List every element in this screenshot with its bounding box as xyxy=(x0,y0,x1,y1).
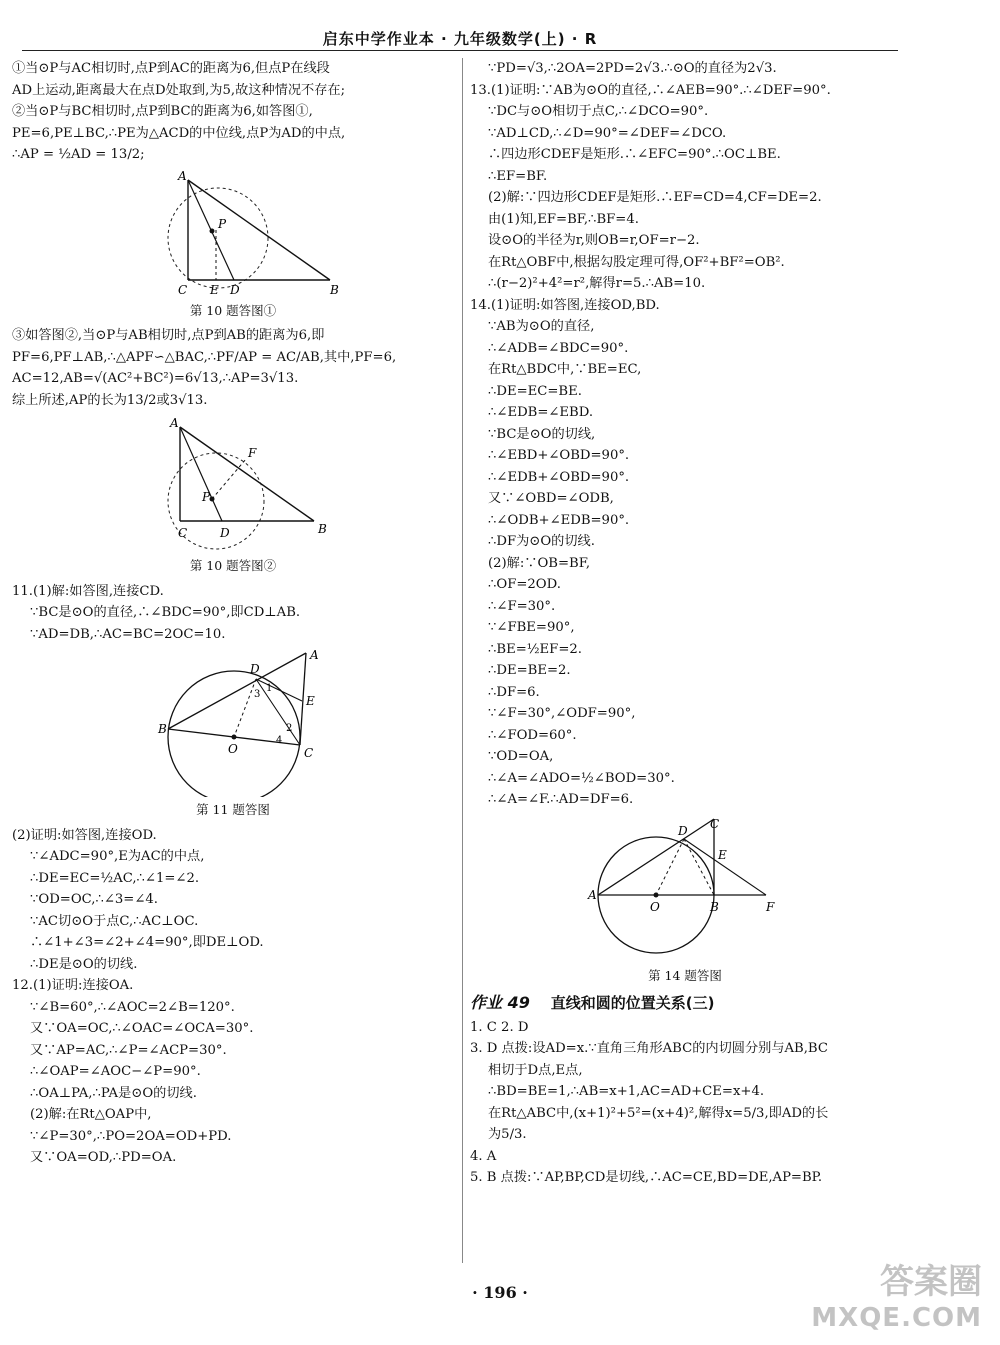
text-line: ∴∠F=30°. xyxy=(488,598,556,614)
section-title: 直线和圆的位置关系(三) xyxy=(550,994,715,1012)
text-line: ∴∠FOD=60°. xyxy=(488,727,577,743)
label-A: A xyxy=(588,887,597,902)
label-B: B xyxy=(330,282,339,297)
text-line: ∴∠EDB=∠EBD. xyxy=(488,405,594,420)
text-line: ∴DE=EC=½AC,∴∠1=∠2. xyxy=(30,870,200,886)
text-line: 13.(1)证明:∵AB为⊙O的直径,∴∠AEB=90°.∴∠DEF=90°. xyxy=(470,82,831,98)
page-number: · 196 · xyxy=(472,1283,528,1302)
q10-part1 xyxy=(12,58,454,166)
text-line: 4. A xyxy=(470,1148,497,1164)
page-header xyxy=(22,28,898,51)
text-line: ∴BD=BE=1,∴AB=x+1,AC=AD+CE=x+4. xyxy=(488,1084,765,1099)
text-line: ∴OF=2OD. xyxy=(488,577,561,592)
text-line: ∴OA⊥PA,∴PA是⊙O的切线. xyxy=(30,1085,197,1101)
q12-q14-text xyxy=(470,58,900,811)
text-line: ∴BE=½EF=2. xyxy=(488,641,582,657)
text-line: (2)证明:如答图,连接OD. xyxy=(12,827,157,843)
text-line: ∵∠FBE=90°, xyxy=(488,620,575,635)
label-C: C xyxy=(178,282,188,297)
text-line: 3. D 点拨:设AD=x.∵直角三角形ABC的内切圆分别与AB,BC xyxy=(470,1041,828,1056)
figure-11-svg xyxy=(12,647,452,797)
text-line: 为5/3. xyxy=(488,1127,527,1142)
text-line: ∴∠EDB+∠OBD=90°. xyxy=(488,469,630,485)
label-E: E xyxy=(306,694,315,708)
label-E: E xyxy=(210,282,219,297)
text-line: ∴∠1+∠3=∠2+∠4=90°,即DE⊥OD. xyxy=(30,935,264,950)
text-line: ∵PD=√3,∴2OA=2PD=2√3.∴⊙O的直径为2√3. xyxy=(488,61,777,76)
segment-od xyxy=(234,679,256,737)
label-B: B xyxy=(158,722,167,736)
text-line: AC=12,AB=√(AC²+BC²)=6√13,∴AP=3√13. xyxy=(12,371,299,386)
text-line: 设⊙O的半径为r,则OB=r,OF=r−2. xyxy=(488,233,700,248)
figure-10-2 xyxy=(12,413,454,553)
text-line: ∴∠EBD+∠OBD=90°. xyxy=(488,448,630,463)
text-line: PF=6,PF⊥AB,∴△APF∽△BAC,∴PF/AP = AC/AB,其中,PF=6, xyxy=(12,349,397,365)
figure-caption: 第 14 题答图 xyxy=(648,967,722,983)
label-F: F xyxy=(766,899,775,914)
text-line: ∴DF=6. xyxy=(488,684,540,700)
text-line: ∴∠A=∠ADO=½∠BOD=30°. xyxy=(488,770,675,786)
text-line: ∴∠ODB+∠EDB=90°. xyxy=(488,512,630,528)
text-line: 又∵OA=OC,∴∠OAC=∠OCA=30°. xyxy=(30,1021,254,1036)
text-line: ∵DC与⊙O相切于点C,∴∠DCO=90°. xyxy=(488,104,709,119)
text-line: AD上运动,距离最大在点D处取到,为5,故这种情况不存在; xyxy=(12,82,346,98)
segment-ab xyxy=(188,180,330,280)
figure-caption: 第 10 题答图① xyxy=(189,302,277,318)
text-line: ∴四边形CDEF是矩形.∴∠EFC=90°.∴OC⊥BE. xyxy=(488,147,781,162)
segment-pf xyxy=(212,459,246,499)
text-line: ∴AP = ½AD = 13/2; xyxy=(12,147,145,162)
text-line: 5. B 点拨:∵AP,BP,CD是切线,∴AC=CE,BD=DE,AP=BP. xyxy=(470,1170,823,1185)
text-line: ∵AD⊥CD,∴∠D=90°=∠DEF=∠DCO. xyxy=(488,125,727,141)
label-D: D xyxy=(220,526,230,540)
label-angle-4: 4 xyxy=(276,735,283,746)
text-line: ∵∠ADC=90°,E为AC的中点, xyxy=(30,849,205,864)
point-p xyxy=(210,497,215,502)
text-line: 11.(1)解:如答图,连接CD. xyxy=(12,583,164,599)
label-angle-2: 2 xyxy=(286,723,293,734)
watermark-url: MXQE.COM xyxy=(811,1303,982,1333)
point-p xyxy=(210,228,215,233)
figure-11 xyxy=(12,647,454,797)
text-line: ∴∠A=∠F.∴AD=DF=6. xyxy=(488,792,634,807)
figure-10-2-svg xyxy=(12,413,452,553)
text-line: (2)解:∵四边形CDEF是矩形.∴EF=CD=4,CF=DE=2. xyxy=(488,190,822,205)
label-B: B xyxy=(318,522,327,536)
point-o xyxy=(232,735,237,740)
text-line: ∴(r−2)²+4²=r²,解得r=5.∴AB=10. xyxy=(488,276,706,291)
circle-p xyxy=(168,188,268,288)
label-A: A xyxy=(310,648,319,662)
text-line: ∴DF为⊙O的切线. xyxy=(488,534,595,549)
label-angle-3: 3 xyxy=(254,689,261,700)
text-line: 14.(1)证明:如答图,连接OD,BD. xyxy=(470,297,660,313)
text-line: 在Rt△OBF中,根据勾股定理可得,OF²+BF²=OB². xyxy=(488,254,785,270)
text-line: ∴DE=EC=BE. xyxy=(488,383,582,399)
text-line: ∴DE是⊙O的切线. xyxy=(30,956,138,972)
segment-ba xyxy=(168,653,306,729)
text-line: 又∵AP=AC,∴∠P=∠ACP=30°. xyxy=(30,1042,227,1058)
text-line: ∵∠F=30°,∠ODF=90°, xyxy=(488,706,636,721)
label-C: C xyxy=(710,816,720,831)
left-column xyxy=(12,58,454,1169)
text-line: (2)解:∵OB=BF, xyxy=(488,555,591,571)
watermark-logo-text: 答案圈 xyxy=(880,1262,982,1302)
text-line: 综上所述,AP的长为13/2或3√13. xyxy=(12,392,208,408)
text-line: 由(1)知,EF=BF,∴BF=4. xyxy=(488,211,639,227)
watermark xyxy=(811,1254,982,1333)
text-line: 在Rt△ABC中,(x+1)²+5²=(x+4)²,解得x=5/3,即AD的长 xyxy=(488,1105,829,1121)
figure-10-1 xyxy=(12,168,454,298)
text-line: ①当⊙P与AC相切时,点P到AC的距离为6,但点P在线段 xyxy=(12,61,330,76)
text-line: ∴∠OAP=∠AOC−∠P=90°. xyxy=(30,1064,201,1079)
text-line: 1. C 2. D xyxy=(470,1019,529,1035)
label-P: P xyxy=(218,216,227,231)
figure-14-svg xyxy=(470,813,900,963)
label-E: E xyxy=(718,847,727,862)
text-line: ②当⊙P与BC相切时,点P到BC的距离为6,如答图①, xyxy=(12,104,313,119)
section-heading xyxy=(470,992,900,1015)
label-B: B xyxy=(710,899,719,914)
text-line: ∴EF=BF. xyxy=(488,168,548,184)
figure-10-1-svg xyxy=(12,168,452,298)
text-line: ③如答图②,当⊙P与AB相切时,点P到AB的距离为6,即 xyxy=(12,328,325,343)
text-line: ∵AD=DB,∴AC=BC=2OC=10. xyxy=(30,626,226,642)
text-line: ∵BC是⊙O的切线, xyxy=(488,426,596,442)
section-number: 作业 49 xyxy=(470,993,530,1012)
text-line: 12.(1)证明:连接OA. xyxy=(12,978,134,993)
text-line: ∵AB为⊙O的直径, xyxy=(488,319,595,334)
label-P: P xyxy=(202,490,211,504)
text-line: ∵BC是⊙O的直径,∴∠BDC=90°,即CD⊥AB. xyxy=(30,605,301,620)
label-D: D xyxy=(250,662,260,676)
text-line: 又∵∠OBD=∠ODB, xyxy=(488,491,614,506)
text-line: ∴DE=BE=2. xyxy=(488,663,571,678)
label-C: C xyxy=(304,746,314,760)
label-F: F xyxy=(248,446,257,460)
text-line: (2)解:在Rt△OAP中, xyxy=(30,1107,152,1122)
label-O: O xyxy=(228,742,238,756)
point-o xyxy=(654,892,659,897)
text-line: PE=6,PE⊥BC,∴PE为△ACD的中位线,点P为AD的中点, xyxy=(12,125,346,141)
text-line: ∵∠B=60°,∴∠AOC=2∠B=120°. xyxy=(30,999,235,1015)
text-line: 在Rt△BDC中,∵BE=EC, xyxy=(488,362,642,377)
segment-ab xyxy=(180,427,314,521)
label-A: A xyxy=(178,168,187,183)
figure-caption: 第 10 题答图② xyxy=(189,558,277,573)
text-line: ∵OD=OA, xyxy=(488,749,554,764)
text-line: 又∵OA=OD,∴PD=OA. xyxy=(30,1150,177,1165)
text-line: ∴∠ADB=∠BDC=90°. xyxy=(488,340,629,356)
header-title: 启东中学作业本 · 九年级数学(上) · R xyxy=(322,30,598,48)
q10-part2 xyxy=(12,325,454,411)
q11-q12 xyxy=(12,825,454,1169)
figure-14 xyxy=(470,813,900,963)
right-column xyxy=(470,58,900,1189)
circle-o xyxy=(168,671,300,797)
text-line: ∵AC切⊙O于点C,∴AC⊥OC. xyxy=(30,913,199,929)
label-O: O xyxy=(650,899,660,914)
text-line: ∵∠P=30°,∴PO=2OA=OD+PD. xyxy=(30,1128,232,1144)
text-line: ∵OD=OC,∴∠3=∠4. xyxy=(30,892,158,907)
label-D: D xyxy=(230,282,240,297)
column-divider xyxy=(462,58,463,1263)
label-A: A xyxy=(170,416,179,430)
label-D: D xyxy=(678,823,688,838)
label-angle-1: 1 xyxy=(266,683,273,694)
figure-caption: 第 11 题答图 xyxy=(196,802,270,817)
q11-part1 xyxy=(12,581,454,646)
segment-ac xyxy=(598,819,714,895)
text-line: 相切于D点,E点, xyxy=(488,1062,583,1078)
label-C: C xyxy=(178,526,188,540)
hw49-answers xyxy=(470,1017,900,1189)
